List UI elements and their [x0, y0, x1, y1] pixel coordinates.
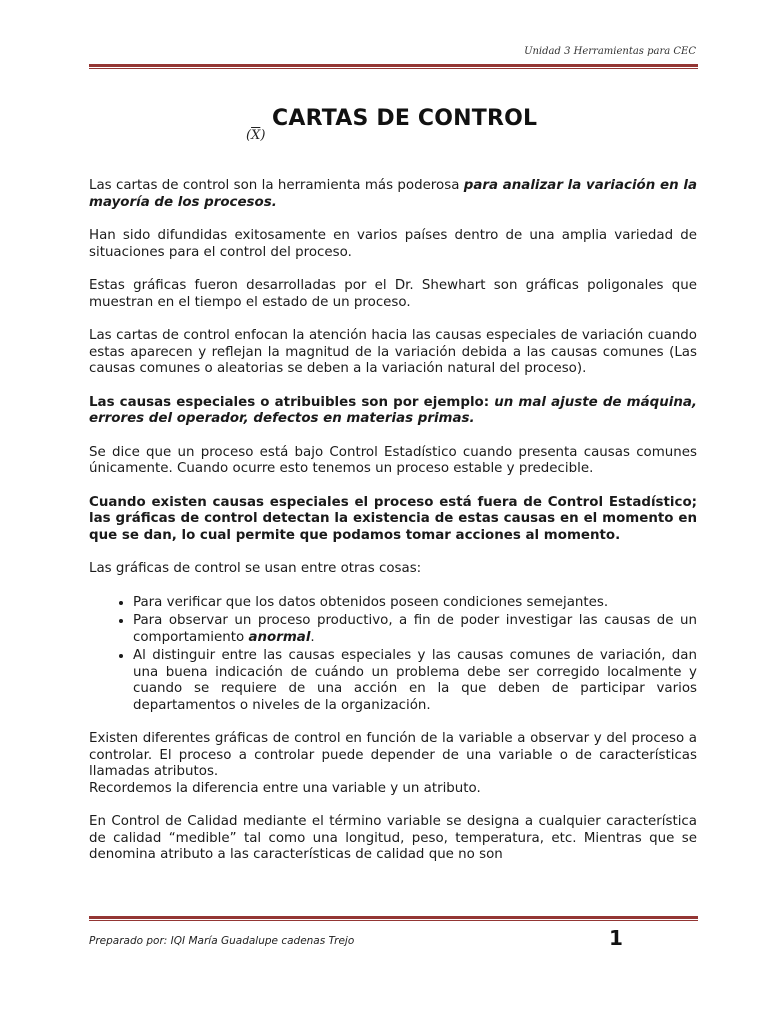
- prepared-by: Preparado por: IQI María Guadalupe cadenas Trejo: [89, 935, 355, 947]
- list-item: • Para verificar que los datos obtenidos poseen condiciones semejantes.: [133, 595, 697, 612]
- uses-list: [89, 595, 697, 715]
- body-content: [89, 178, 697, 881]
- paragraph-7: Cuando existen causas especiales el proceso está fuera de Control Estadístico; las gráficas de control detectan la existencia de estas causas en el momento en que se dan, lo cual permite que podamos tomar acciones al momento.: [89, 494, 697, 543]
- list-item: • Al distinguir entre las causas especiales y las causas comunes de variación, dan una buena indicación de cuándo un problema debe ser corregido localmente y cuando se requiere de una acción en la que deben de participar varios departamentos o niveles de la organización.: [133, 648, 697, 714]
- paragraph-10: Recordemos la diferencia entre una variable y un atributo.: [89, 780, 481, 796]
- paragraph-5: Las causas especiales o atribuibles son por ejemplo: un mal ajuste de máquina, errores del operador, defectos en materias primas.: [89, 394, 697, 426]
- paragraph-4: Las cartas de control enfocan la atención hacia las causas especiales de variación cuando estas aparecen y reflejan la magnitud de la variación debida a las causas comunes (Las causas comunes o aleatorias se deben a la variación natural del proceso).: [89, 328, 697, 376]
- paragraph-2: Han sido difundidas exitosamente en varios países dentro de una amplia variedad de situaciones para el control del proceso.: [89, 228, 697, 260]
- paragraph-8: Las gráficas de control se usan entre otras cosas:: [89, 561, 422, 576]
- running-header: Unidad 3 Herramientas para CEC: [524, 46, 696, 57]
- paragraph-11: En Control de Calidad mediante el término variable se designa a cualquier característica de calidad “medible” tal como una longitud, peso, temperatura, etc. Mientras que se denomina atributo a las características de calidad que no son: [89, 814, 697, 862]
- title-block: [0, 104, 768, 152]
- paragraph-3: Estas gráficas fueron desarrolladas por el Dr. Shewhart son gráficas poligonales que muestran en el tiempo el estado de un proceso.: [89, 278, 697, 310]
- paragraph-1: Las cartas de control son la herramienta más poderosa para analizar la variación en la mayoría de los procesos.: [89, 178, 697, 210]
- header-rule: [89, 64, 698, 69]
- page-number: 1: [609, 926, 623, 950]
- xbar-symbol: $(\overline{X})$: [246, 128, 266, 143]
- list-item: • Para observar un proceso productivo, a fin de poder investigar las causas de un comportamiento anormal.: [133, 613, 697, 646]
- footer-rule: [89, 916, 698, 921]
- page-title: CARTAS DE CONTROL: [272, 106, 538, 131]
- paragraph-9: Existen diferentes gráficas de control en función de la variable a observar y del proceso a controlar. El proceso a controlar puede depender de una variable o de características llamadas atributos.: [89, 731, 697, 779]
- paragraph-6: Se dice que un proceso está bajo Control Estadístico cuando presenta causas comunes únicamente. Cuando ocurre esto tenemos un proceso estable y predecible.: [89, 444, 697, 476]
